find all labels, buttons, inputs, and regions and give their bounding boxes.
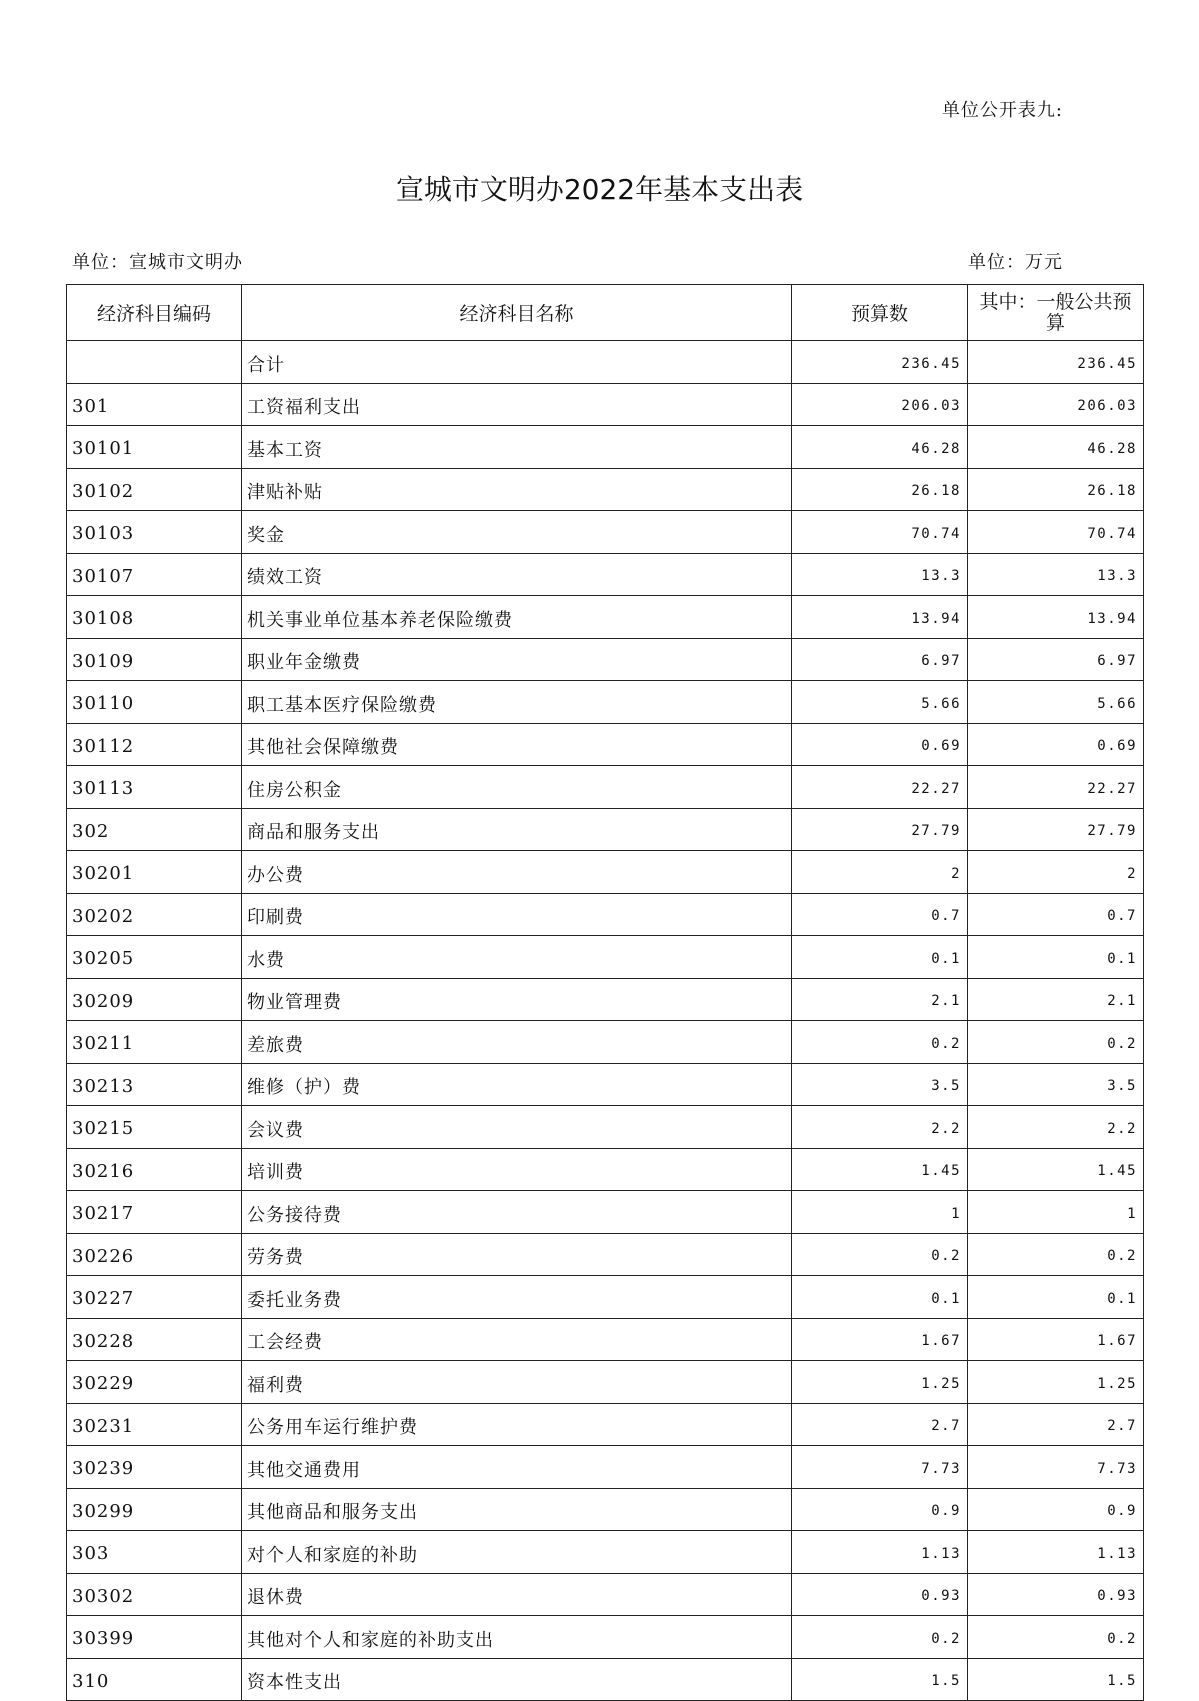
table-row xyxy=(67,1021,1144,1064)
cell-budget: 22.27 xyxy=(792,766,968,809)
cell-budget: 1.67 xyxy=(792,1318,968,1361)
cell-code: 30226 xyxy=(67,1233,242,1276)
form-number-label: 单位公开表九: xyxy=(941,100,1063,121)
cell-general-budget: 2.1 xyxy=(968,978,1144,1021)
cell-name: 机关事业单位基本养老保险缴费 xyxy=(242,596,792,639)
cell-name: 对个人和家庭的补助 xyxy=(242,1531,792,1574)
table-row xyxy=(67,1658,1144,1701)
table-row xyxy=(67,1573,1144,1616)
cell-general-budget: 0.1 xyxy=(968,1276,1144,1319)
cell-budget: 0.2 xyxy=(792,1233,968,1276)
cell-code: 30109 xyxy=(67,638,242,681)
cell-budget: 236.45 xyxy=(792,341,968,384)
cell-budget: 0.2 xyxy=(792,1616,968,1659)
cell-budget: 2.7 xyxy=(792,1403,968,1446)
table-row xyxy=(67,681,1144,724)
cell-budget: 5.66 xyxy=(792,681,968,724)
cell-budget: 206.03 xyxy=(792,383,968,426)
cell-name: 办公费 xyxy=(242,851,792,894)
table-row xyxy=(67,1531,1144,1574)
table-row xyxy=(67,766,1144,809)
cell-budget: 0.1 xyxy=(792,936,968,979)
table-row xyxy=(67,1106,1144,1149)
cell-code: 30399 xyxy=(67,1616,242,1659)
cell-code: 30215 xyxy=(67,1106,242,1149)
table-row xyxy=(67,1361,1144,1404)
cell-name: 印刷费 xyxy=(242,893,792,936)
table-row xyxy=(67,1191,1144,1234)
cell-name: 会议费 xyxy=(242,1106,792,1149)
cell-budget: 70.74 xyxy=(792,511,968,554)
column-header-budget: 预算数 xyxy=(792,285,968,341)
cell-code: 30299 xyxy=(67,1488,242,1531)
cell-general-budget: 27.79 xyxy=(968,808,1144,851)
table-row xyxy=(67,426,1144,469)
table-row xyxy=(67,1403,1144,1446)
cell-general-budget: 2 xyxy=(968,851,1144,894)
cell-code: 30108 xyxy=(67,596,242,639)
table-row xyxy=(67,893,1144,936)
cell-name: 退休费 xyxy=(242,1573,792,1616)
cell-general-budget: 1 xyxy=(968,1191,1144,1234)
table-header-row xyxy=(67,285,1144,341)
table-row xyxy=(67,1488,1144,1531)
table-row xyxy=(67,1233,1144,1276)
table-row xyxy=(67,1318,1144,1361)
cell-general-budget: 0.2 xyxy=(968,1616,1144,1659)
cell-general-budget: 0.9 xyxy=(968,1488,1144,1531)
table-row xyxy=(67,511,1144,554)
cell-code: 310 xyxy=(67,1658,242,1701)
table-header xyxy=(67,285,1144,341)
cell-code: 302 xyxy=(67,808,242,851)
cell-general-budget: 206.03 xyxy=(968,383,1144,426)
cell-general-budget: 46.28 xyxy=(968,426,1144,469)
cell-budget: 1.25 xyxy=(792,1361,968,1404)
cell-name: 合计 xyxy=(242,341,792,384)
table-row xyxy=(67,978,1144,1021)
table-row xyxy=(67,936,1144,979)
cell-general-budget: 0.69 xyxy=(968,723,1144,766)
cell-budget: 0.7 xyxy=(792,893,968,936)
cell-name: 奖金 xyxy=(242,511,792,554)
cell-budget: 2.2 xyxy=(792,1106,968,1149)
cell-budget: 2.1 xyxy=(792,978,968,1021)
cell-code: 30217 xyxy=(67,1191,242,1234)
cell-name: 津贴补贴 xyxy=(242,468,792,511)
cell-general-budget: 26.18 xyxy=(968,468,1144,511)
cell-budget: 0.9 xyxy=(792,1488,968,1531)
table-row xyxy=(67,1616,1144,1659)
cell-budget: 1.13 xyxy=(792,1531,968,1574)
cell-general-budget: 1.67 xyxy=(968,1318,1144,1361)
cell-name: 工资福利支出 xyxy=(242,383,792,426)
cell-budget: 1.5 xyxy=(792,1658,968,1701)
cell-code: 30113 xyxy=(67,766,242,809)
cell-name: 公务接待费 xyxy=(242,1191,792,1234)
cell-code: 30211 xyxy=(67,1021,242,1064)
cell-general-budget: 13.94 xyxy=(968,596,1144,639)
cell-name: 其他商品和服务支出 xyxy=(242,1488,792,1531)
column-header-code: 经济科目编码 xyxy=(67,285,242,341)
cell-code: 30205 xyxy=(67,936,242,979)
table-row xyxy=(67,723,1144,766)
cell-name: 福利费 xyxy=(242,1361,792,1404)
cell-code: 30229 xyxy=(67,1361,242,1404)
cell-code: 30103 xyxy=(67,511,242,554)
table-row xyxy=(67,596,1144,639)
cell-general-budget: 1.13 xyxy=(968,1531,1144,1574)
cell-name: 其他交通费用 xyxy=(242,1446,792,1489)
cell-code: 303 xyxy=(67,1531,242,1574)
cell-code: 30102 xyxy=(67,468,242,511)
cell-name: 绩效工资 xyxy=(242,553,792,596)
cell-general-budget: 1.45 xyxy=(968,1148,1144,1191)
cell-general-budget: 70.74 xyxy=(968,511,1144,554)
table-row xyxy=(67,383,1144,426)
cell-code: 30239 xyxy=(67,1446,242,1489)
cell-name: 工会经费 xyxy=(242,1318,792,1361)
cell-budget: 0.93 xyxy=(792,1573,968,1616)
cell-general-budget: 13.3 xyxy=(968,553,1144,596)
cell-general-budget: 1.5 xyxy=(968,1658,1144,1701)
cell-name: 公务用车运行维护费 xyxy=(242,1403,792,1446)
table-row xyxy=(67,1148,1144,1191)
cell-general-budget: 2.7 xyxy=(968,1403,1144,1446)
cell-general-budget: 1.25 xyxy=(968,1361,1144,1404)
cell-general-budget: 0.2 xyxy=(968,1233,1144,1276)
cell-budget: 0.1 xyxy=(792,1276,968,1319)
cell-general-budget: 0.2 xyxy=(968,1021,1144,1064)
column-header-general-budget: 其中：一般公共预算 xyxy=(968,285,1144,341)
cell-budget: 46.28 xyxy=(792,426,968,469)
cell-name: 其他社会保障缴费 xyxy=(242,723,792,766)
cell-name: 委托业务费 xyxy=(242,1276,792,1319)
cell-code xyxy=(67,341,242,384)
cell-general-budget: 0.1 xyxy=(968,936,1144,979)
cell-code: 30107 xyxy=(67,553,242,596)
unit-organization: 单位：宣城市文明办 xyxy=(72,252,243,273)
cell-name: 住房公积金 xyxy=(242,766,792,809)
cell-general-budget: 6.97 xyxy=(968,638,1144,681)
cell-name: 职工基本医疗保险缴费 xyxy=(242,681,792,724)
cell-code: 30216 xyxy=(67,1148,242,1191)
cell-budget: 7.73 xyxy=(792,1446,968,1489)
basic-expenditure-table xyxy=(66,284,1144,1701)
cell-code: 301 xyxy=(67,383,242,426)
cell-general-budget: 22.27 xyxy=(968,766,1144,809)
document-title: 宣城市文明办2022年基本支出表 xyxy=(395,173,804,206)
cell-budget: 13.3 xyxy=(792,553,968,596)
cell-code: 30302 xyxy=(67,1573,242,1616)
cell-name: 差旅费 xyxy=(242,1021,792,1064)
table-row xyxy=(67,808,1144,851)
table-body xyxy=(67,341,1144,1701)
cell-general-budget: 3.5 xyxy=(968,1063,1144,1106)
cell-name: 基本工资 xyxy=(242,426,792,469)
cell-budget: 1 xyxy=(792,1191,968,1234)
cell-general-budget: 236.45 xyxy=(968,341,1144,384)
cell-budget: 13.94 xyxy=(792,596,968,639)
cell-name: 职业年金缴费 xyxy=(242,638,792,681)
table-row xyxy=(67,1276,1144,1319)
cell-name: 其他对个人和家庭的补助支出 xyxy=(242,1616,792,1659)
cell-name: 资本性支出 xyxy=(242,1658,792,1701)
table-row xyxy=(67,341,1144,384)
table-row xyxy=(67,1446,1144,1489)
table-row xyxy=(67,638,1144,681)
cell-code: 30101 xyxy=(67,426,242,469)
cell-code: 30227 xyxy=(67,1276,242,1319)
cell-general-budget: 0.7 xyxy=(968,893,1144,936)
cell-general-budget: 2.2 xyxy=(968,1106,1144,1149)
unit-currency: 单位：万元 xyxy=(968,252,1063,273)
cell-budget: 0.69 xyxy=(792,723,968,766)
cell-name: 培训费 xyxy=(242,1148,792,1191)
cell-budget: 2 xyxy=(792,851,968,894)
cell-code: 30213 xyxy=(67,1063,242,1106)
cell-name: 维修（护）费 xyxy=(242,1063,792,1106)
cell-code: 30228 xyxy=(67,1318,242,1361)
cell-code: 30201 xyxy=(67,851,242,894)
cell-budget: 0.2 xyxy=(792,1021,968,1064)
cell-name: 商品和服务支出 xyxy=(242,808,792,851)
table-row xyxy=(67,553,1144,596)
cell-budget: 3.5 xyxy=(792,1063,968,1106)
table-row xyxy=(67,851,1144,894)
cell-name: 水费 xyxy=(242,936,792,979)
cell-general-budget: 0.93 xyxy=(968,1573,1144,1616)
cell-name: 劳务费 xyxy=(242,1233,792,1276)
cell-budget: 1.45 xyxy=(792,1148,968,1191)
cell-name: 物业管理费 xyxy=(242,978,792,1021)
column-header-name: 经济科目名称 xyxy=(242,285,792,341)
cell-code: 30202 xyxy=(67,893,242,936)
cell-code: 30110 xyxy=(67,681,242,724)
cell-budget: 6.97 xyxy=(792,638,968,681)
cell-general-budget: 7.73 xyxy=(968,1446,1144,1489)
cell-code: 30231 xyxy=(67,1403,242,1446)
table-row xyxy=(67,468,1144,511)
table-row xyxy=(67,1063,1144,1106)
cell-budget: 27.79 xyxy=(792,808,968,851)
cell-code: 30112 xyxy=(67,723,242,766)
cell-general-budget: 5.66 xyxy=(968,681,1144,724)
cell-budget: 26.18 xyxy=(792,468,968,511)
cell-code: 30209 xyxy=(67,978,242,1021)
